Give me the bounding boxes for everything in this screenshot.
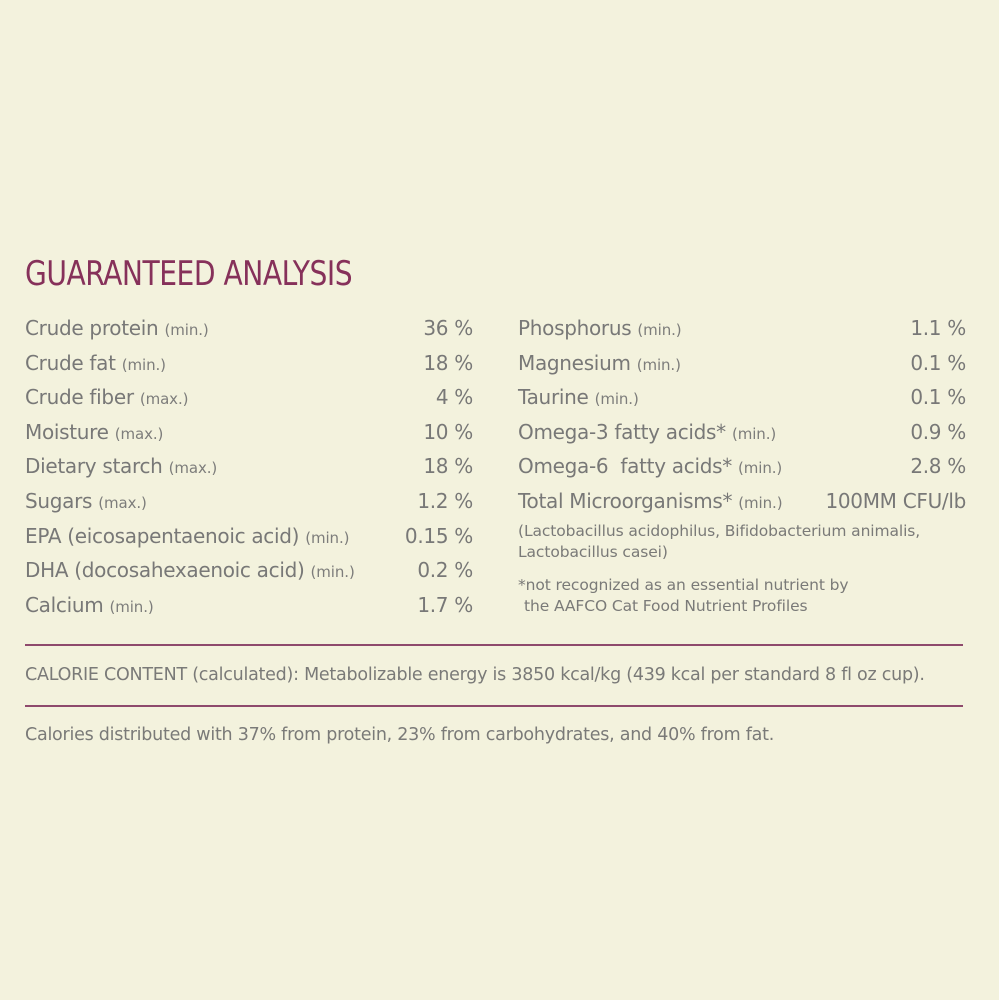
- microorganisms-note-line: Lactobacillus casei): [518, 542, 668, 561]
- nutrient-value: 0.1 %: [910, 350, 966, 375]
- nutrient-name: Phosphorus (min.): [518, 316, 682, 340]
- microorganisms-note-line: (Lactobacillus acidophilus, Bifidobacterium animalis,: [518, 521, 921, 540]
- nutrient-value: 18 %: [423, 454, 473, 479]
- nutrient-name: EPA (eicosapentaenoic acid) (min.): [25, 523, 350, 548]
- microorganisms-note: [518, 521, 968, 563]
- nutrient-value: 0.15 %: [404, 523, 473, 548]
- nutrient-row: [25, 454, 475, 489]
- nutrient-qualifier: (min.): [637, 321, 682, 339]
- analysis-right-column: [518, 316, 968, 617]
- nutrient-value: 100MM CFU/lb: [825, 488, 966, 513]
- nutrient-qualifier: (max.): [114, 424, 164, 443]
- nutrient-row: [25, 558, 475, 593]
- nutrient-row: [518, 316, 968, 351]
- nutrient-row: [25, 524, 475, 559]
- nutrient-row: [25, 489, 475, 524]
- divider: [25, 705, 963, 707]
- nutrient-name: Crude fat (min.): [25, 350, 166, 375]
- nutrient-name: Crude protein (min.): [25, 316, 209, 340]
- footnote-line: *not recognized as an essential nutrient by: [518, 575, 849, 594]
- nutrient-row: [25, 385, 475, 420]
- nutrient-qualifier: (max.): [168, 459, 218, 478]
- nutrient-row: [518, 385, 968, 420]
- nutrient-qualifier: (min.): [738, 493, 783, 512]
- nutrient-name: Sugars (max.): [25, 488, 147, 513]
- nutrient-row: [25, 420, 475, 455]
- nutrient-value: 36 %: [423, 316, 473, 340]
- nutrient-qualifier: (min.): [738, 459, 783, 478]
- nutrient-name: Crude fiber (max.): [25, 385, 189, 410]
- nutrient-value: 0.2 %: [417, 558, 473, 583]
- nutrient-value: 18 %: [423, 350, 473, 375]
- nutrient-qualifier: (min.): [310, 563, 355, 582]
- nutrient-name: Taurine (min.): [518, 385, 639, 410]
- nutrient-name: Magnesium (min.): [518, 350, 681, 375]
- analysis-left-column: [25, 316, 475, 627]
- footnote-line: the AAFCO Cat Food Nutrient Profiles: [524, 596, 808, 615]
- aafco-footnote: [518, 575, 968, 617]
- page-title: GUARANTEED ANALYSIS: [25, 254, 353, 294]
- nutrient-qualifier: (min.): [731, 424, 777, 443]
- nutrient-row: [518, 420, 968, 455]
- nutrient-row: [518, 489, 968, 524]
- calorie-distribution: Calories distributed with 37% from protein, 23% from carbohydrates, and 40% from fat.: [25, 725, 775, 745]
- nutrient-name: Total Microorganisms* (min.): [518, 488, 783, 513]
- nutrient-qualifier: (max.): [139, 390, 189, 409]
- nutrient-row: [518, 351, 968, 386]
- nutrient-qualifier: (min.): [594, 390, 639, 409]
- nutrient-value: 0.1 %: [910, 385, 966, 410]
- nutrient-qualifier: (min.): [109, 597, 154, 616]
- nutrient-value: 1.1 %: [910, 316, 966, 340]
- nutrient-value: 1.7 %: [417, 592, 473, 617]
- nutrient-value: 2.8 %: [910, 454, 966, 479]
- calorie-content: CALORIE CONTENT (calculated): Metabolizable energy is 3850 kcal/kg (439 kcal per standard 8 fl oz cup).: [25, 665, 925, 685]
- nutrient-qualifier: (max.): [98, 493, 147, 512]
- nutrient-name: Omega-6 fatty acids* (min.): [518, 454, 783, 479]
- nutrient-row: [25, 351, 475, 386]
- nutrient-value: 0.9 %: [910, 419, 966, 444]
- nutrient-name: DHA (docosahexaenoic acid) (min.): [25, 558, 355, 583]
- nutrient-value: 1.2 %: [417, 488, 473, 513]
- nutrient-row: [25, 593, 475, 628]
- nutrient-name: Omega-3 fatty acids* (min.): [518, 419, 777, 444]
- nutrient-value: 10 %: [423, 419, 473, 444]
- nutrient-value: 4 %: [435, 385, 473, 410]
- nutrient-qualifier: (min.): [636, 355, 681, 374]
- nutrient-row: [25, 316, 475, 351]
- nutrient-row: [518, 454, 968, 489]
- nutrient-qualifier: (min.): [164, 321, 209, 339]
- divider: [25, 644, 963, 646]
- nutrient-name: Dietary starch (max.): [25, 454, 218, 479]
- nutrient-qualifier: (min.): [121, 355, 166, 374]
- nutrient-name: Moisture (max.): [25, 419, 164, 444]
- nutrient-name: Calcium (min.): [25, 592, 154, 617]
- nutrient-qualifier: (min.): [305, 528, 350, 547]
